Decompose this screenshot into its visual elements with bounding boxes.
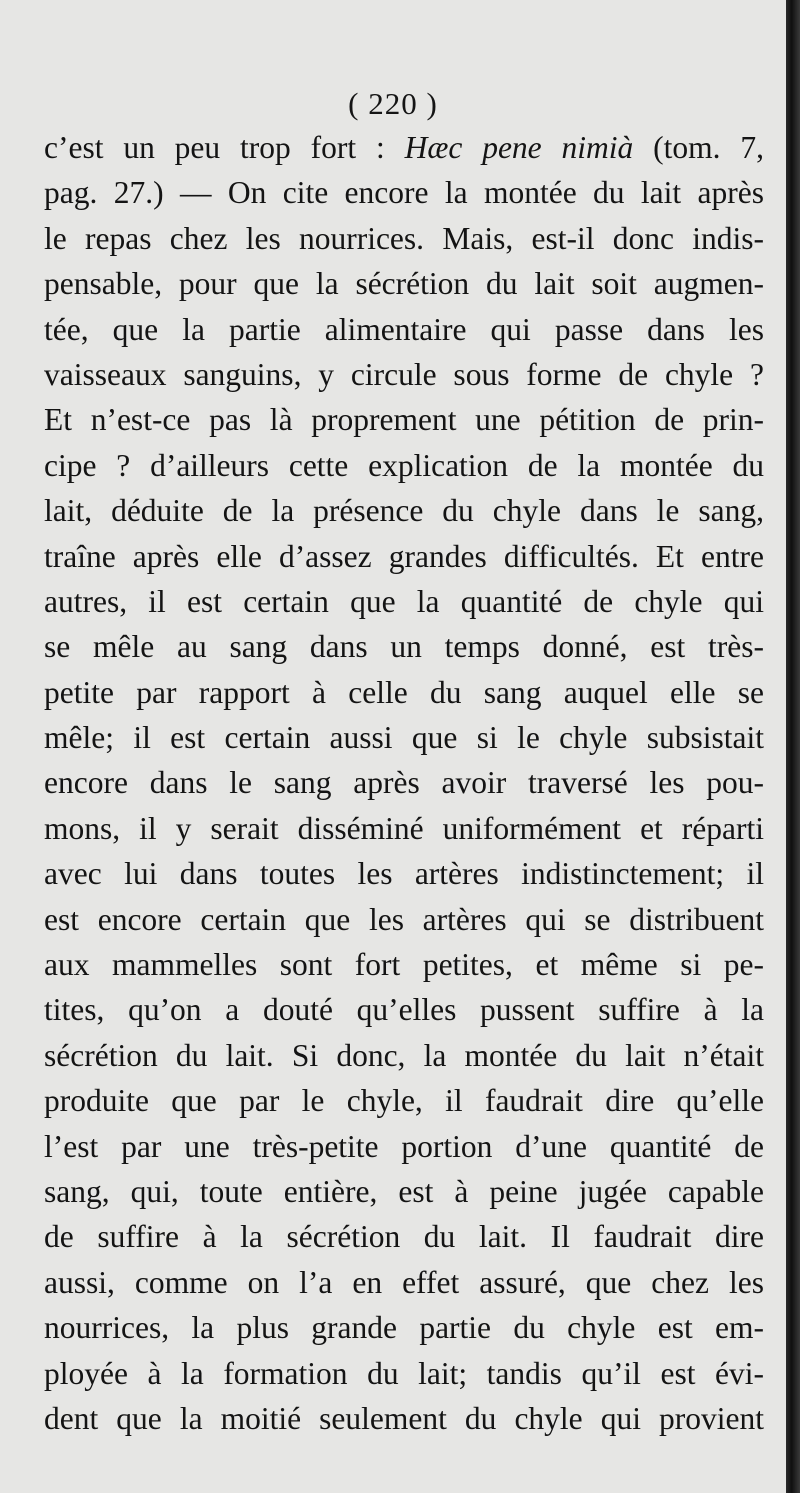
text-line: dent que la moitié seulement du chyle qui provient xyxy=(44,1400,764,1436)
text-line: autres, il est certain que la quantité de chyle qui xyxy=(44,583,764,619)
text-line xyxy=(44,125,764,170)
text-line: de suffire à la sécrétion du lait. Il faudrait dire xyxy=(44,1219,764,1255)
text-line: avec lui dans toutes les artères indistinctement; il xyxy=(44,856,764,892)
text-line: ployée à la formation du lait; tandis qu’il est évi- xyxy=(44,1355,764,1391)
text-line: nourrices, la plus grande partie du chyle est em- xyxy=(44,1310,764,1346)
text-line: Et n’est-ce pas là proprement une pétition de prin- xyxy=(44,402,764,438)
text-line: pensable, pour que la sécrétion du lait soit augmen- xyxy=(44,266,764,302)
text-line: encore dans le sang après avoir traversé les pou- xyxy=(44,765,764,801)
text-line-end: (tom. 7, xyxy=(633,130,764,165)
text-line: petite par rapport à celle du sang auquel elle se xyxy=(44,674,764,710)
text-line: sécrétion du lait. Si donc, la montée du lait n’était xyxy=(44,1037,764,1073)
text-line: lait, déduite de la présence du chyle dans le sang, xyxy=(44,493,764,529)
text-line: aussi, comme on l’a en effet assuré, que chez les xyxy=(44,1264,764,1300)
text-line: est encore certain que les artères qui se distribuent xyxy=(44,901,764,937)
text-line: mêle; il est certain aussi que si le chyle subsistait xyxy=(44,720,764,756)
page-body-text xyxy=(44,125,764,1441)
text-line: traîne après elle d’assez grandes difficultés. Et entre xyxy=(44,538,764,574)
text-line: produite que par le chyle, il faudrait dire qu’elle xyxy=(44,1083,764,1119)
latin-quotation: Hæc pene nimià xyxy=(404,130,634,165)
page-binding-edge xyxy=(786,0,800,1493)
text-line: tites, qu’on a douté qu’elles pussent suffire à la xyxy=(44,992,764,1028)
text-line: vaisseaux sanguins, y circule sous forme de chyle ? xyxy=(44,356,764,392)
text-line: tée, que la partie alimentaire qui passe dans les xyxy=(44,311,764,347)
text-line: pag. 27.) — On cite encore la montée du lait après xyxy=(44,175,764,211)
text-line: sang, qui, toute entière, est à peine jugée capable xyxy=(44,1173,764,1209)
text-line: aux mammelles sont fort petites, et même si pe- xyxy=(44,947,764,983)
text-line: mons, il y serait disséminé uniformément et réparti xyxy=(44,810,764,846)
text-line: l’est par une très-petite portion d’une quantité de xyxy=(44,1128,764,1164)
text-line-start: c’est un peu trop fort : xyxy=(44,130,405,165)
text-line: le repas chez les nourrices. Mais, est-il donc indis- xyxy=(44,220,764,256)
text-line: cipe ? d’ailleurs cette explication de la montée du xyxy=(44,447,764,483)
text-line: se mêle au sang dans un temps donné, est très- xyxy=(44,629,764,665)
page-number: ( 220 ) xyxy=(348,86,438,121)
